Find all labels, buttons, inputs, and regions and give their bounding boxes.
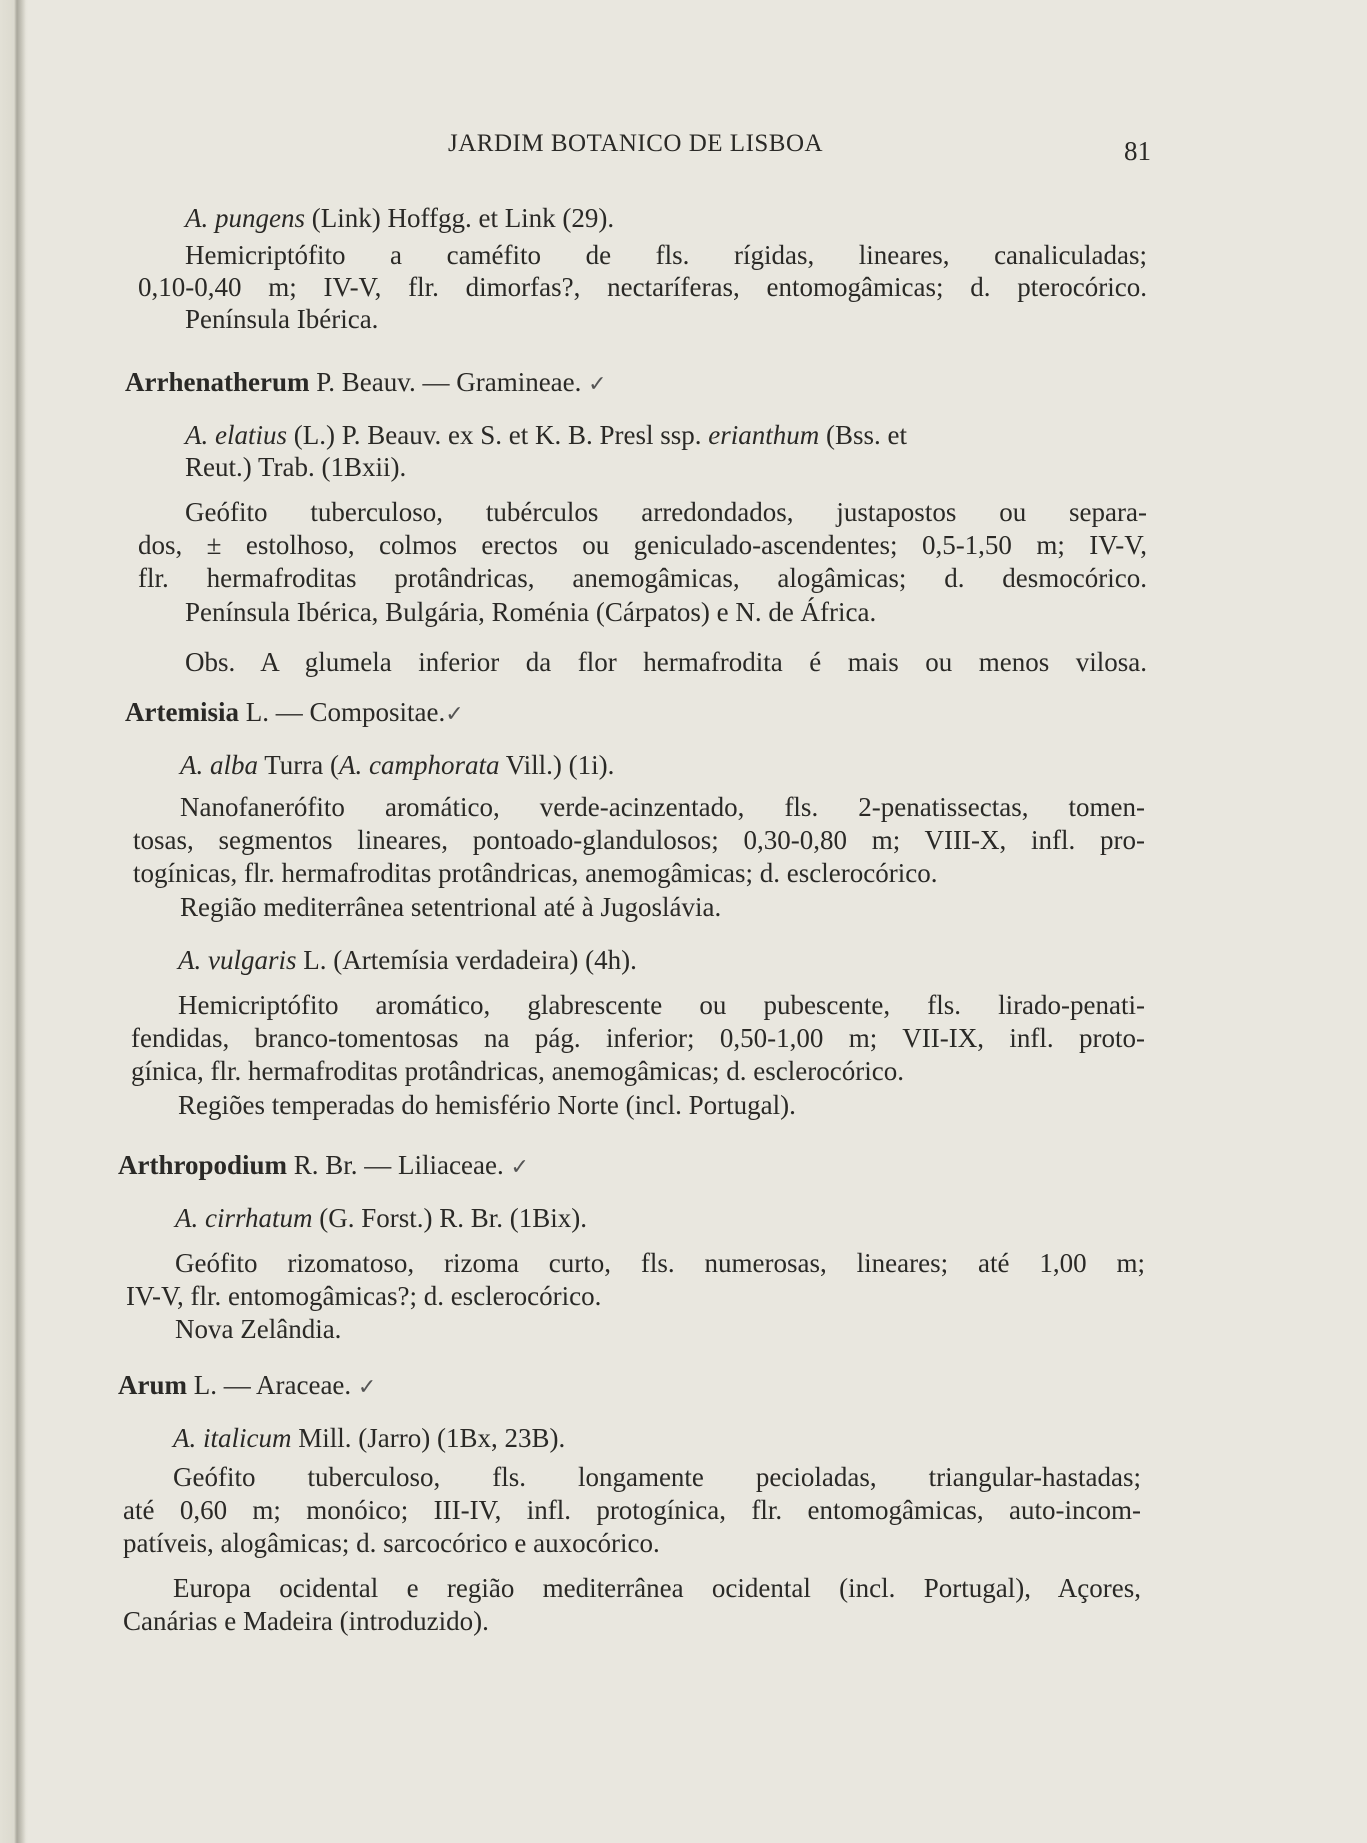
text-line: IV-V, flr. entomogâmicas?; d. esclerocórico.: [126, 1281, 602, 1311]
text-line: Geófito tuberculoso, fls. longamente pecioladas, triangular-hastadas;: [173, 1462, 1141, 1492]
species-heading: [185, 420, 907, 451]
checkmark-icon: ✓: [445, 702, 464, 727]
text-line: Hemicriptófito a caméfito de fls. rígidas, lineares, canaliculadas;: [185, 240, 1147, 270]
synonym-name: A. camphorata: [339, 750, 500, 780]
species-authority: (G. Forst.) R. Br. (1Bix).: [312, 1203, 588, 1233]
genus-heading: [125, 697, 464, 728]
text-line: Obs. A glumela inferior da flor hermafrodita é mais ou menos vilosa.: [185, 647, 1147, 677]
text-line: 0,10-0,40 m; IV-V, flr. dimorfas?, nectaríferas, entomogâmicas; d. pterocórico.: [138, 272, 1147, 302]
species-authority: (L.) P. Beauv. ex S. et K. B. Presl ssp.: [287, 420, 709, 450]
text-line: Hemicriptófito aromático, glabrescente ou pubescente, fls. lirado-penati-: [178, 990, 1145, 1020]
genus-name: Arum: [118, 1370, 187, 1400]
checkmark-icon: ✓: [588, 372, 607, 397]
text-line: patíveis, alogâmicas; d. sarcocórico e auxocórico.: [123, 1528, 660, 1558]
text-line: tosas, segmentos lineares, pontoado-glandulosos; 0,30-0,80 m; VIII-X, infl. pro-: [133, 825, 1145, 855]
text-line: Europa ocidental e região mediterrânea ocidental (incl. Portugal), Açores,: [173, 1573, 1141, 1603]
text-line: fendidas, branco-tomentosas na pág. inferior; 0,50-1,00 m; VII-IX, infl. proto-: [131, 1023, 1145, 1053]
species-authority: Turra (: [258, 750, 340, 780]
genus-name: Arrhenatherum: [125, 367, 310, 397]
species-heading: [180, 750, 614, 781]
text-line: Nova Zelândia.: [175, 1314, 342, 1344]
species-name: A. alba: [180, 750, 258, 780]
genus-heading: [118, 1370, 376, 1401]
text-line: Península Ibérica, Bulgária, Roménia (Cárpatos) e N. de África.: [185, 597, 877, 627]
species-authority: Vill.) (1i).: [499, 750, 615, 780]
text-line: dos, ± estolhoso, colmos erectos ou geniculado-ascendentes; 0,5-1,50 m; IV-V,: [138, 530, 1147, 560]
genus-name: Arthropodium: [118, 1150, 288, 1180]
running-title: JARDIM BOTANICO DE LISBOA: [448, 130, 824, 157]
book-page: [28, 0, 1367, 1843]
species-heading: [185, 203, 614, 234]
book-spine-shadow: [0, 0, 28, 1843]
species-name: A. elatius: [185, 420, 287, 450]
text-line: Canárias e Madeira (introduzido).: [123, 1606, 489, 1636]
genus-family: R. Br. — Liliaceae.: [287, 1150, 504, 1180]
species-authority: Mill. (Jarro) (1Bx, 23B).: [291, 1423, 566, 1453]
genus-family: L. — Araceae.: [187, 1370, 352, 1400]
genus-heading: [125, 367, 607, 398]
genus-name: Artemisia: [125, 697, 239, 727]
species-heading: [173, 1423, 565, 1454]
checkmark-icon: ✓: [357, 1375, 377, 1400]
species-authority: (Link) Hoffgg. et Link (29).: [304, 203, 615, 233]
text-line: Península Ibérica.: [185, 304, 379, 334]
text-line: gínica, flr. hermafroditas protândricas, anemogâmicas; d. esclerocórico.: [131, 1056, 904, 1086]
text-line: Regiões temperadas do hemisfério Norte (incl. Portugal).: [178, 1090, 796, 1120]
text-line: Geófito tuberculoso, tubérculos arredondados, justapostos ou separa-: [185, 497, 1147, 527]
genus-family: P. Beauv. — Gramineae.: [309, 367, 582, 397]
subspecies-name: erianthum: [708, 420, 820, 450]
genus-heading: [118, 1150, 529, 1181]
text-line: Região mediterrânea setentrional até à Jugoslávia.: [180, 892, 722, 922]
species-heading: [178, 945, 637, 976]
species-authority: L. (Artemísia verdadeira) (4h).: [296, 945, 637, 975]
text-line: Nanofanerófito aromático, verde-acinzentado, fls. 2-penatissectas, tomen-: [180, 792, 1145, 822]
text-line: flr. hermafroditas protândricas, anemogâmicas, alogâmicas; d. desmocórico.: [138, 563, 1147, 593]
checkmark-icon: ✓: [510, 1155, 529, 1180]
species-name: A. italicum: [173, 1423, 292, 1453]
species-authority: (Bss. et: [819, 420, 907, 450]
page-number: 81: [1124, 136, 1151, 166]
species-heading: [175, 1203, 587, 1234]
text-line: togínicas, flr. hermafroditas protândricas, anemogâmicas; d. esclerocórico.: [133, 858, 938, 888]
species-name: A. pungens: [185, 203, 305, 233]
genus-family: L. — Compositae.: [238, 697, 446, 727]
species-name: A. cirrhatum: [175, 1203, 313, 1233]
text-line: Geófito rizomatoso, rizoma curto, fls. numerosas, lineares; até 1,00 m;: [175, 1248, 1145, 1278]
species-name: A. vulgaris: [178, 945, 297, 975]
species-heading-cont: Reut.) Trab. (1Bxii).: [185, 452, 407, 482]
text-line: até 0,60 m; monóico; III-IV, infl. protogínica, flr. entomogâmicas, auto-incom-: [123, 1495, 1141, 1525]
